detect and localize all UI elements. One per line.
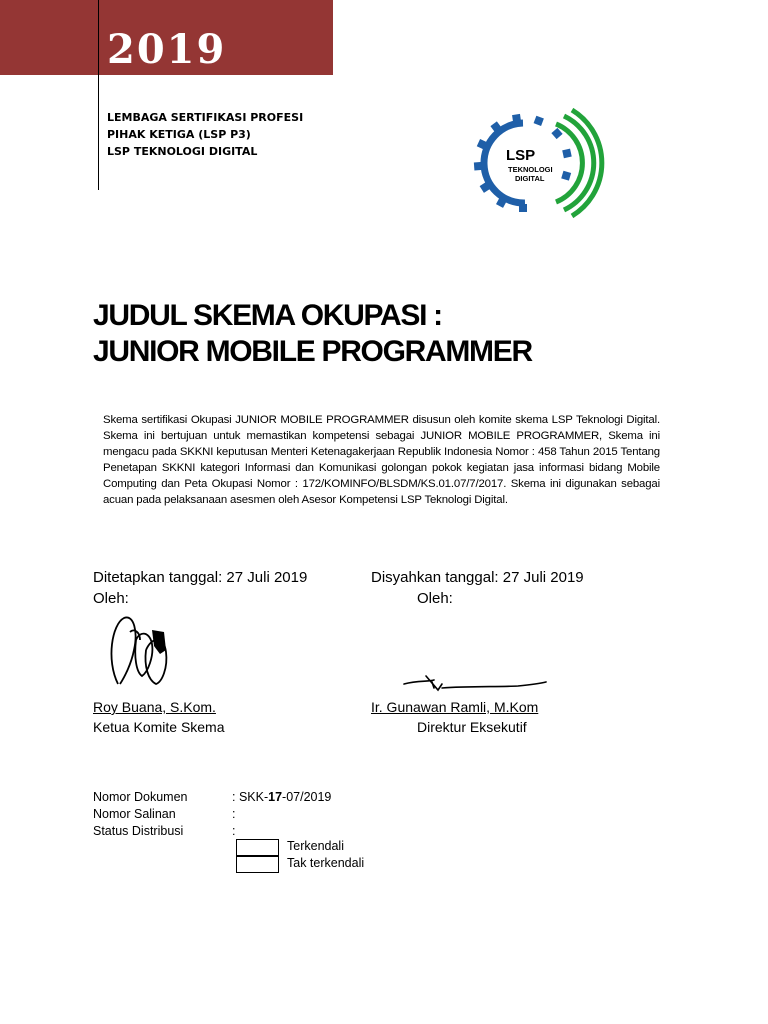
controlled-checkbox[interactable] bbox=[236, 839, 279, 856]
gear-tooth bbox=[500, 199, 504, 206]
gear-tooth bbox=[562, 175, 570, 177]
gear-tooth bbox=[482, 185, 489, 189]
copy-number-value: : bbox=[232, 807, 236, 821]
title-line-2: JUNIOR MOBILE PROGRAMMER bbox=[93, 335, 532, 368]
gear-tooth bbox=[478, 143, 485, 146]
established-date: Ditetapkan tanggal: 27 Juli 2019 bbox=[93, 569, 308, 586]
distribution-status-value: : bbox=[232, 824, 236, 838]
gear-tooth bbox=[494, 124, 499, 130]
year-label: 2019 bbox=[107, 26, 227, 73]
document-number-label: Nomor Dokumen bbox=[93, 790, 188, 804]
ratified-date: Disyahkan tanggal: 27 Juli 2019 bbox=[371, 569, 584, 586]
organization-block bbox=[107, 109, 303, 160]
header-divider-line bbox=[98, 0, 99, 190]
lsp-logo bbox=[468, 98, 612, 228]
distribution-status-label: Status Distribusi bbox=[93, 824, 184, 838]
right-signer-name: Ir. Gunawan Ramli, M.Kom bbox=[371, 699, 539, 715]
left-signer-name: Roy Buana, S.Kom. bbox=[93, 699, 216, 715]
gear-tooth bbox=[537, 117, 540, 124]
left-signer-position: Ketua Komite Skema bbox=[93, 719, 225, 735]
scheme-title bbox=[93, 298, 532, 370]
uncontrolled-label: Tak terkendali bbox=[287, 856, 365, 870]
gear-tooth bbox=[516, 114, 517, 122]
org-line-2: PIHAK KETIGA (LSP P3) bbox=[107, 128, 251, 141]
gear-tooth bbox=[554, 131, 560, 136]
title-line-1: JUDUL SKEMA OKUPASI : bbox=[93, 299, 442, 332]
right-signer-position: Direktur Eksekutif bbox=[417, 719, 527, 735]
logo-arcs bbox=[556, 110, 602, 216]
logo-text-3: DIGITAL bbox=[515, 174, 545, 183]
scheme-description: Skema sertifikasi Okupasi JUNIOR MOBILE PROGRAMMER disusun oleh komite skema LSP Teknologi Digital. Skema ini bertujuan untuk memastikan kompetensi sebagai JUNIOR MOBILE PROGRAMMER, Skema ini mengacu pada SKKNI keputusan Menteri Ketenagakerjaan Republik Indonesia Nomor : 458 Tahun 2015 Tentang Penetapan SKKNI kategori Informasi dan Komunikasi golongan pokok kegiatan jasa informasi bidang Mobile Computing dan Peta Okupasi Nomor : 172/KOMINFO/BLSDM/KS.01.07/7/2017. Skema ini digunakan sebagai acuan pada pelaksanaan asesmen oleh Asesor Kompetensi LSP Teknologi Digital. bbox=[103, 414, 660, 506]
org-line-3: LSP TEKNOLOGI DIGITAL bbox=[107, 145, 258, 158]
gear-tooth bbox=[474, 166, 482, 167]
logo-text-2: TEKNOLOGI bbox=[508, 165, 553, 174]
established-by-label: Oleh: bbox=[93, 590, 129, 607]
controlled-label: Terkendali bbox=[287, 839, 344, 853]
ratified-by-label: Oleh: bbox=[417, 590, 453, 607]
signature-right bbox=[398, 670, 550, 700]
document-number-value: : SKK-17-07/2019 bbox=[232, 790, 332, 804]
gear-tooth bbox=[563, 153, 571, 155]
signature-left bbox=[104, 610, 184, 690]
logo-text-1: LSP bbox=[506, 147, 536, 164]
org-line-1: LEMBAGA SERTIFIKASI PROFESI bbox=[107, 111, 304, 124]
uncontrolled-checkbox[interactable] bbox=[236, 856, 279, 873]
copy-number-label: Nomor Salinan bbox=[93, 807, 176, 821]
